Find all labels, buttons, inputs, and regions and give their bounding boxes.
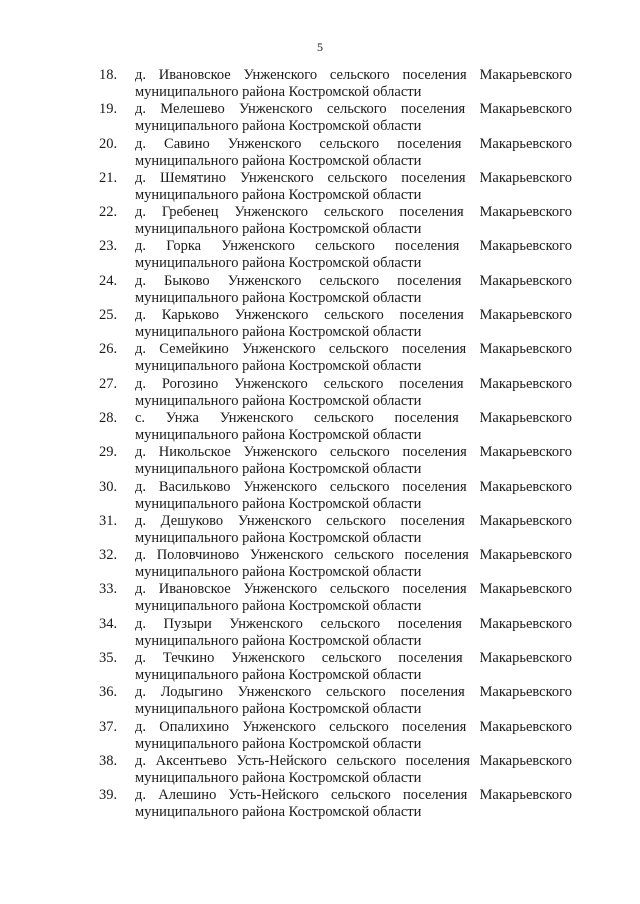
item-number: 39. [99, 787, 118, 804]
item-number: 28. [99, 409, 118, 426]
item-text-line-2: муниципального района Костромской области [135, 735, 422, 752]
item-text-line-2: муниципального района Костромской области [135, 221, 422, 238]
list-item [99, 444, 572, 478]
item-text-line-2: муниципального района Костромской области [135, 632, 422, 649]
item-number: 37. [99, 718, 118, 735]
item-text-line-2: муниципального района Костромской области [135, 289, 422, 306]
item-text-line-1: д. Лодыгино Унженского сельского поселения Макарьевского [135, 684, 572, 701]
list-item [99, 616, 572, 650]
item-text-line-2: муниципального района Костромской области [135, 186, 422, 203]
item-text-line-2: муниципального района Костромской области [135, 598, 422, 615]
item-text-line-2: муниципального района Костромской области [135, 701, 422, 718]
item-text-line-2: муниципального района Костромской области [135, 529, 422, 546]
item-text-line-1: д. Савино Унженского сельского поселения Макарьевского [135, 135, 572, 152]
item-text-line-1: д. Аксентьево Усть-Нейского сельского поселения Макарьевского [135, 752, 572, 769]
list-item [99, 170, 572, 204]
item-number: 34. [99, 615, 118, 632]
list-item [99, 376, 572, 410]
item-text-line-1: д. Гребенец Унженского сельского поселения Макарьевского [135, 204, 572, 221]
item-number: 25. [99, 307, 118, 324]
list-item [99, 753, 572, 787]
item-number: 23. [99, 238, 118, 255]
item-number: 31. [99, 512, 118, 529]
list-item [99, 719, 572, 753]
item-text-line-1: д. Пузыри Унженского сельского поселения Макарьевского [135, 615, 572, 632]
item-number: 18. [99, 67, 118, 83]
list-item [99, 479, 572, 513]
item-number: 20. [99, 135, 118, 152]
list-item [99, 410, 572, 444]
list-item [99, 273, 572, 307]
item-text-line-2: муниципального района Костромской области [135, 461, 422, 478]
item-number: 33. [99, 581, 118, 598]
settlement-list [99, 67, 572, 822]
item-text-line-2: муниципального района Костромской области [135, 392, 422, 409]
list-item [99, 341, 572, 375]
item-text-line-1: д. Семейкино Унженского сельского поселения Макарьевского [135, 341, 572, 358]
item-text-line-1: с. Унжа Унженского сельского поселения Макарьевского [135, 409, 572, 426]
item-number: 32. [99, 547, 118, 564]
list-item [99, 204, 572, 238]
item-number: 21. [99, 169, 118, 186]
item-number: 29. [99, 444, 118, 461]
item-text-line-1: д. Никольское Унженского сельского поселения Макарьевского [135, 444, 572, 461]
list-item [99, 684, 572, 718]
item-number: 22. [99, 204, 118, 221]
list-item [99, 650, 572, 684]
item-text-line-2: муниципального района Костромской области [135, 84, 422, 100]
item-text-line-1: д. Алешино Усть-Нейского сельского поселения Макарьевского [135, 787, 572, 804]
item-text-line-2: муниципального района Костромской области [135, 255, 422, 272]
list-item [99, 547, 572, 581]
list-item [99, 581, 572, 615]
item-text-line-1: д. Половчиново Унженского сельского поселения Макарьевского [135, 547, 572, 564]
item-text-line-1: д. Ивановское Унженского сельского поселения Макарьевского [135, 67, 572, 83]
list-item [99, 136, 572, 170]
page-number: 5 [317, 40, 323, 54]
item-number: 27. [99, 375, 118, 392]
item-text-line-1: д. Мелешево Унженского сельского поселения Макарьевского [135, 101, 572, 118]
item-text-line-2: муниципального района Костромской области [135, 564, 422, 581]
item-number: 26. [99, 341, 118, 358]
item-number: 38. [99, 752, 118, 769]
item-text-line-1: д. Течкино Унженского сельского поселения Макарьевского [135, 650, 572, 667]
item-number: 24. [99, 272, 118, 289]
item-text-line-1: д. Быково Унженского сельского поселения Макарьевского [135, 272, 572, 289]
item-text-line-2: муниципального района Костромской области [135, 495, 422, 512]
item-text-line-1: д. Шемятино Унженского сельского поселения Макарьевского [135, 169, 572, 186]
item-text-line-2: муниципального района Костромской области [135, 769, 422, 786]
item-text-line-2: муниципального района Костромской области [135, 324, 422, 341]
item-text-line-2: муниципального района Костромской области [135, 804, 422, 821]
item-text-line-1: д. Опалихино Унженского сельского поселения Макарьевского [135, 718, 572, 735]
item-number: 19. [99, 101, 118, 118]
list-item [99, 67, 572, 101]
item-text-line-2: муниципального района Костромской области [135, 426, 422, 443]
list-item [99, 787, 572, 821]
list-item [99, 307, 572, 341]
item-text-line-1: д. Ивановское Унженского сельского поселения Макарьевского [135, 581, 572, 598]
item-text-line-2: муниципального района Костромской области [135, 152, 422, 169]
list-item [99, 238, 572, 272]
item-text-line-2: муниципального района Костромской области [135, 358, 422, 375]
item-text-line-1: д. Карьково Унженского сельского поселения Макарьевского [135, 307, 572, 324]
list-item [99, 101, 572, 135]
item-text-line-1: д. Васильково Унженского сельского поселения Макарьевского [135, 478, 572, 495]
item-text-line-2: муниципального района Костромской области [135, 118, 422, 135]
item-text-line-1: д. Горка Унженского сельского поселения Макарьевского [135, 238, 572, 255]
item-text-line-1: д. Дешуково Унженского сельского поселения Макарьевского [135, 512, 572, 529]
item-number: 35. [99, 650, 118, 667]
item-number: 36. [99, 684, 118, 701]
item-text-line-2: муниципального района Костромской области [135, 667, 422, 684]
item-number: 30. [99, 478, 118, 495]
item-text-line-1: д. Рогозино Унженского сельского поселения Макарьевского [135, 375, 572, 392]
list-item [99, 513, 572, 547]
